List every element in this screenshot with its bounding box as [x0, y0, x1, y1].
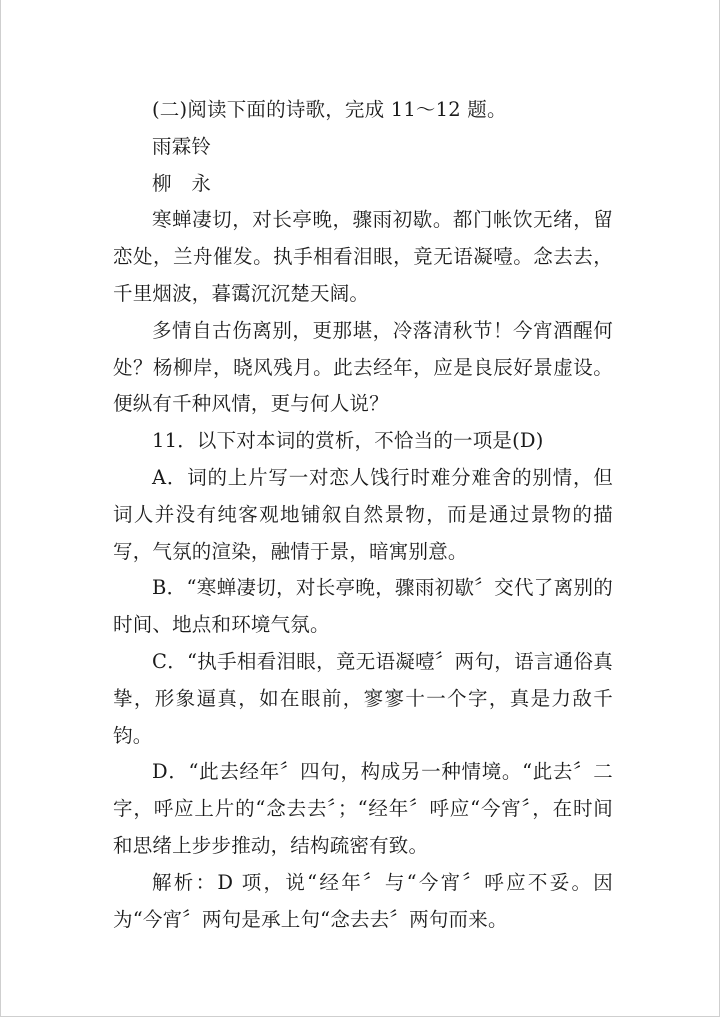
document-body [113, 92, 613, 938]
option-b: B．“寒蝉凄切，对长亭晚，骤雨初歇〞交代了离别的时间、地点和环境气氛。 [113, 576, 613, 637]
section-heading: (二)阅读下面的诗歌，完成 11～12 题。 [152, 98, 507, 121]
option-c: C．“执手相看泪眼，竟无语凝噎〞两句，语言通俗真挚，形象逼真，如在眼前，寥寥十一个字，真是力敌千钧。 [113, 649, 613, 747]
poem-stanza-2: 多情自古伤离别，更那堪，冷落清秋节！今宵酒醒何处？杨柳岸，晓风残月。此去经年，应是良辰好景虚设。便纵有千种风情，更与何人说？ [113, 318, 613, 416]
analysis-paragraph: 解析：D 项，说“经年〞与“今宵〞呼应不妥。因为“今宵〞两句是承上句“念去去〞两句而来。 [113, 870, 613, 931]
poem-title: 雨霖铃 [152, 134, 212, 158]
poem-stanza-1: 寒蝉凄切，对长亭晚，骤雨初歇。都门帐饮无绪，留恋处，兰舟催发。执手相看泪眼，竟无语凝噎。念去去，千里烟波，暮霭沉沉楚天阔。 [113, 208, 613, 305]
question-11: 11．以下对本词的赏析，不恰当的一项是(D) [152, 429, 544, 453]
option-d: D．“此去经年〞四句，构成另一种情境。“此去〞二字，呼应上片的“念去去〞；“经年〞呼应“今宵〞，在时间和思绪上步步推动，结构疏密有致。 [113, 760, 613, 857]
poem-author: 柳 永 [152, 171, 212, 195]
option-a: A．词的上片写一对恋人饯行时难分难舍的别情，但词人并没有纯客观地铺叙自然景物，而是通过景物的描写，气氛的渲染，融情于景，暗寓别意。 [113, 465, 613, 563]
